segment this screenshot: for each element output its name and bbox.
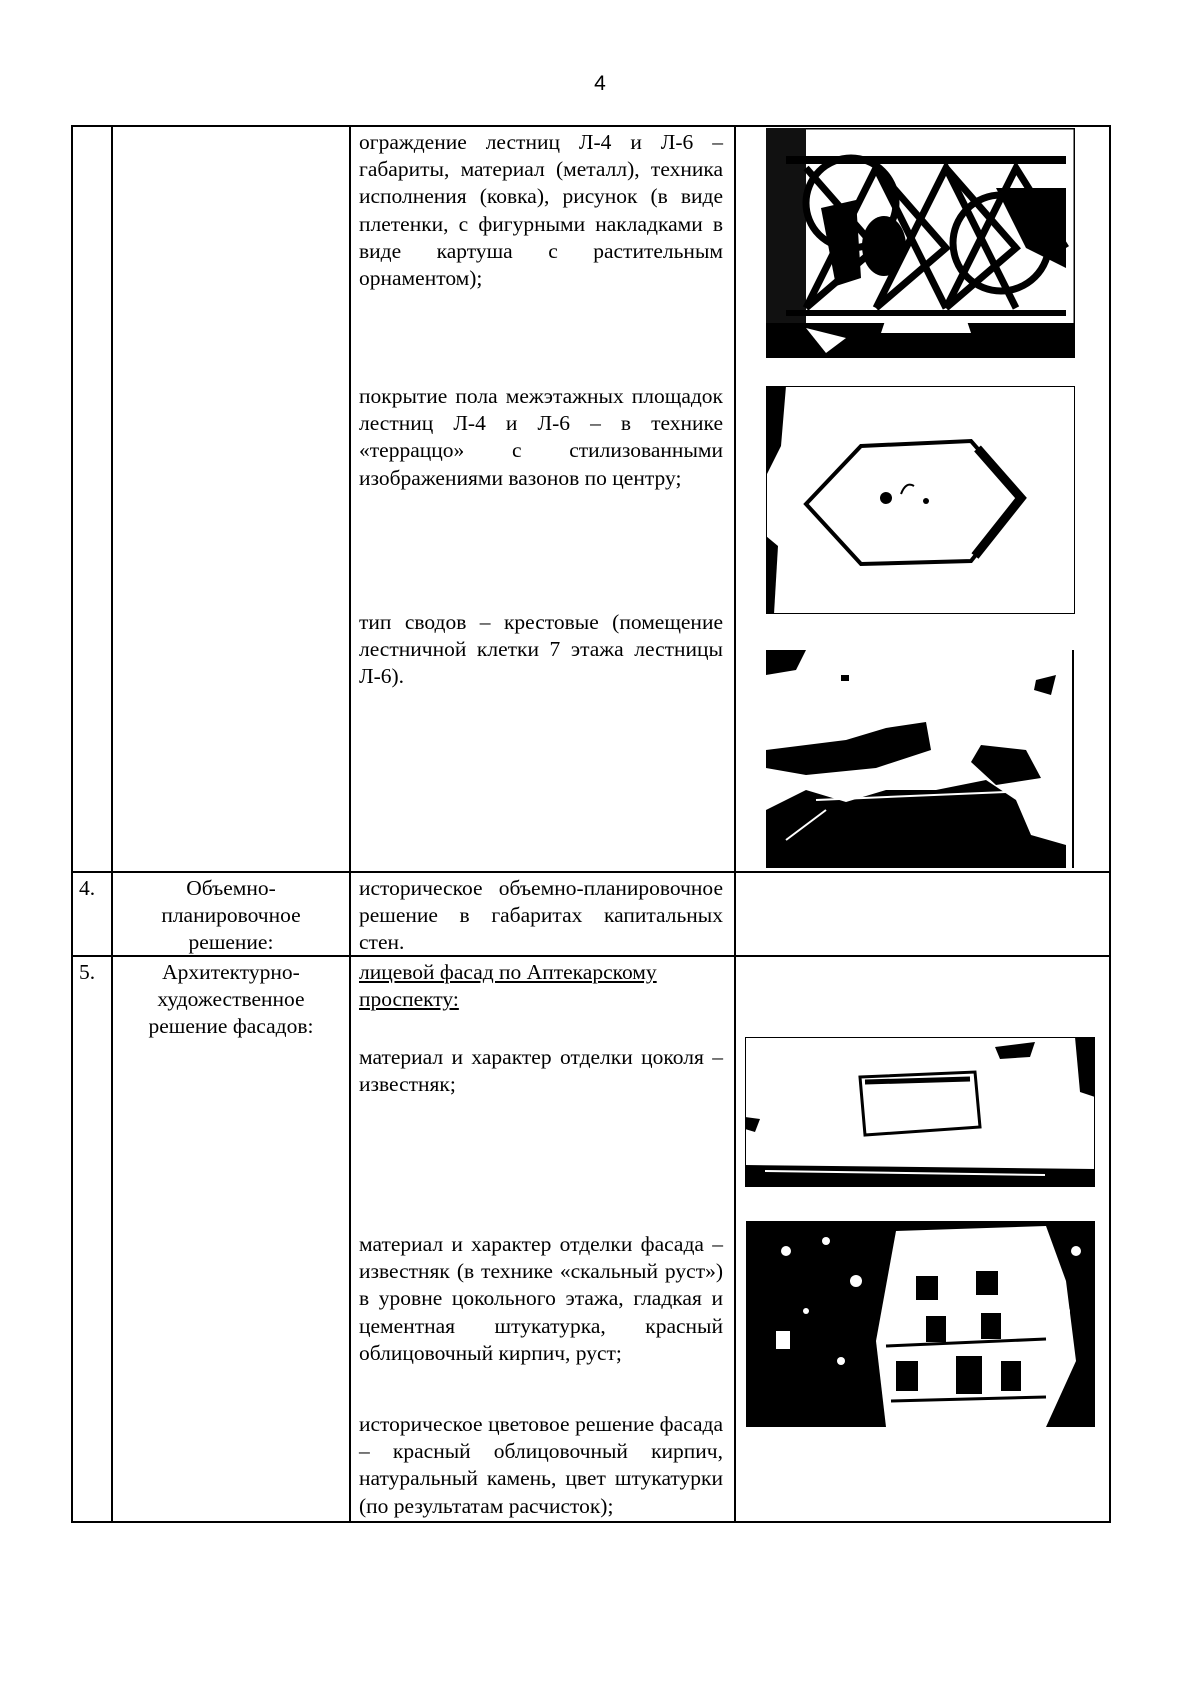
entry-plinth-finish: материал и характер отделки цоколя – известняк; [359,1045,723,1097]
column-divider-1 [111,125,113,1523]
row-5-name: Архитектурно- художественное решение фасадов: [148,960,314,1039]
page-number: 4 [594,72,606,95]
photo-facade [746,1221,1095,1427]
entry-facade-finish: материал и характер отделки фасада – известняк (в технике «скальный руст») в уровне цокольного этажа, гладкая и цементная штукатурка, красный облицовочный кирпич, руст; [359,1232,723,1365]
column-divider-2 [349,125,351,1523]
row-number-5: 5. [79,960,96,984]
column-divider-3 [734,125,736,1523]
photo-stair-railing [766,128,1075,358]
table-border-right [1109,125,1111,1523]
photo-plinth [745,1037,1095,1187]
photo-terrazzo-floor [766,386,1075,614]
plinth-image [745,1037,1095,1187]
table-border-bottom [71,1521,1111,1523]
entry-vaults: тип сводов – крестовые (помещение лестничной клетки 7 этажа лестницы Л-6). [359,610,723,689]
entry-railing: ограждение лестниц Л-4 и Л-6 – габариты, материал (металл), техника исполнения (ковка), рисунок (в виде плетенки, с фигурными накладками в виде картуша с растительным орнаментом); [359,130,723,291]
row-divider-1 [71,871,1111,873]
entry-color-scheme: историческое цветовое решение фасада – красный облицовочный кирпич, натуральный камень, цвет штукатурки (по результатам расчисток); [359,1412,723,1518]
railing-image [766,128,1075,358]
protection-subjects-table [71,125,1111,1523]
vaults-image [766,650,1075,868]
facade-image [746,1221,1095,1427]
table-border-top [71,125,1111,127]
table-border-left [71,125,73,1523]
row-number-4: 4. [79,876,96,900]
photo-cross-vaults [766,650,1075,868]
row-4-name: Объемно- планировочное решение: [161,876,301,955]
facade-heading: лицевой фасад по Аптекарскому проспекту: [359,960,657,1012]
entry-floor-terrazzo: покрытие пола межэтажных площадок лестниц Л-4 и Л-6 – в технике «терраццо» с стилизованными изображениями вазонов по центру; [359,384,723,490]
row-4-description: историческое объемно-планировочное решение в габаритах капитальных стен. [359,876,723,955]
terrazzo-image [766,386,1075,614]
